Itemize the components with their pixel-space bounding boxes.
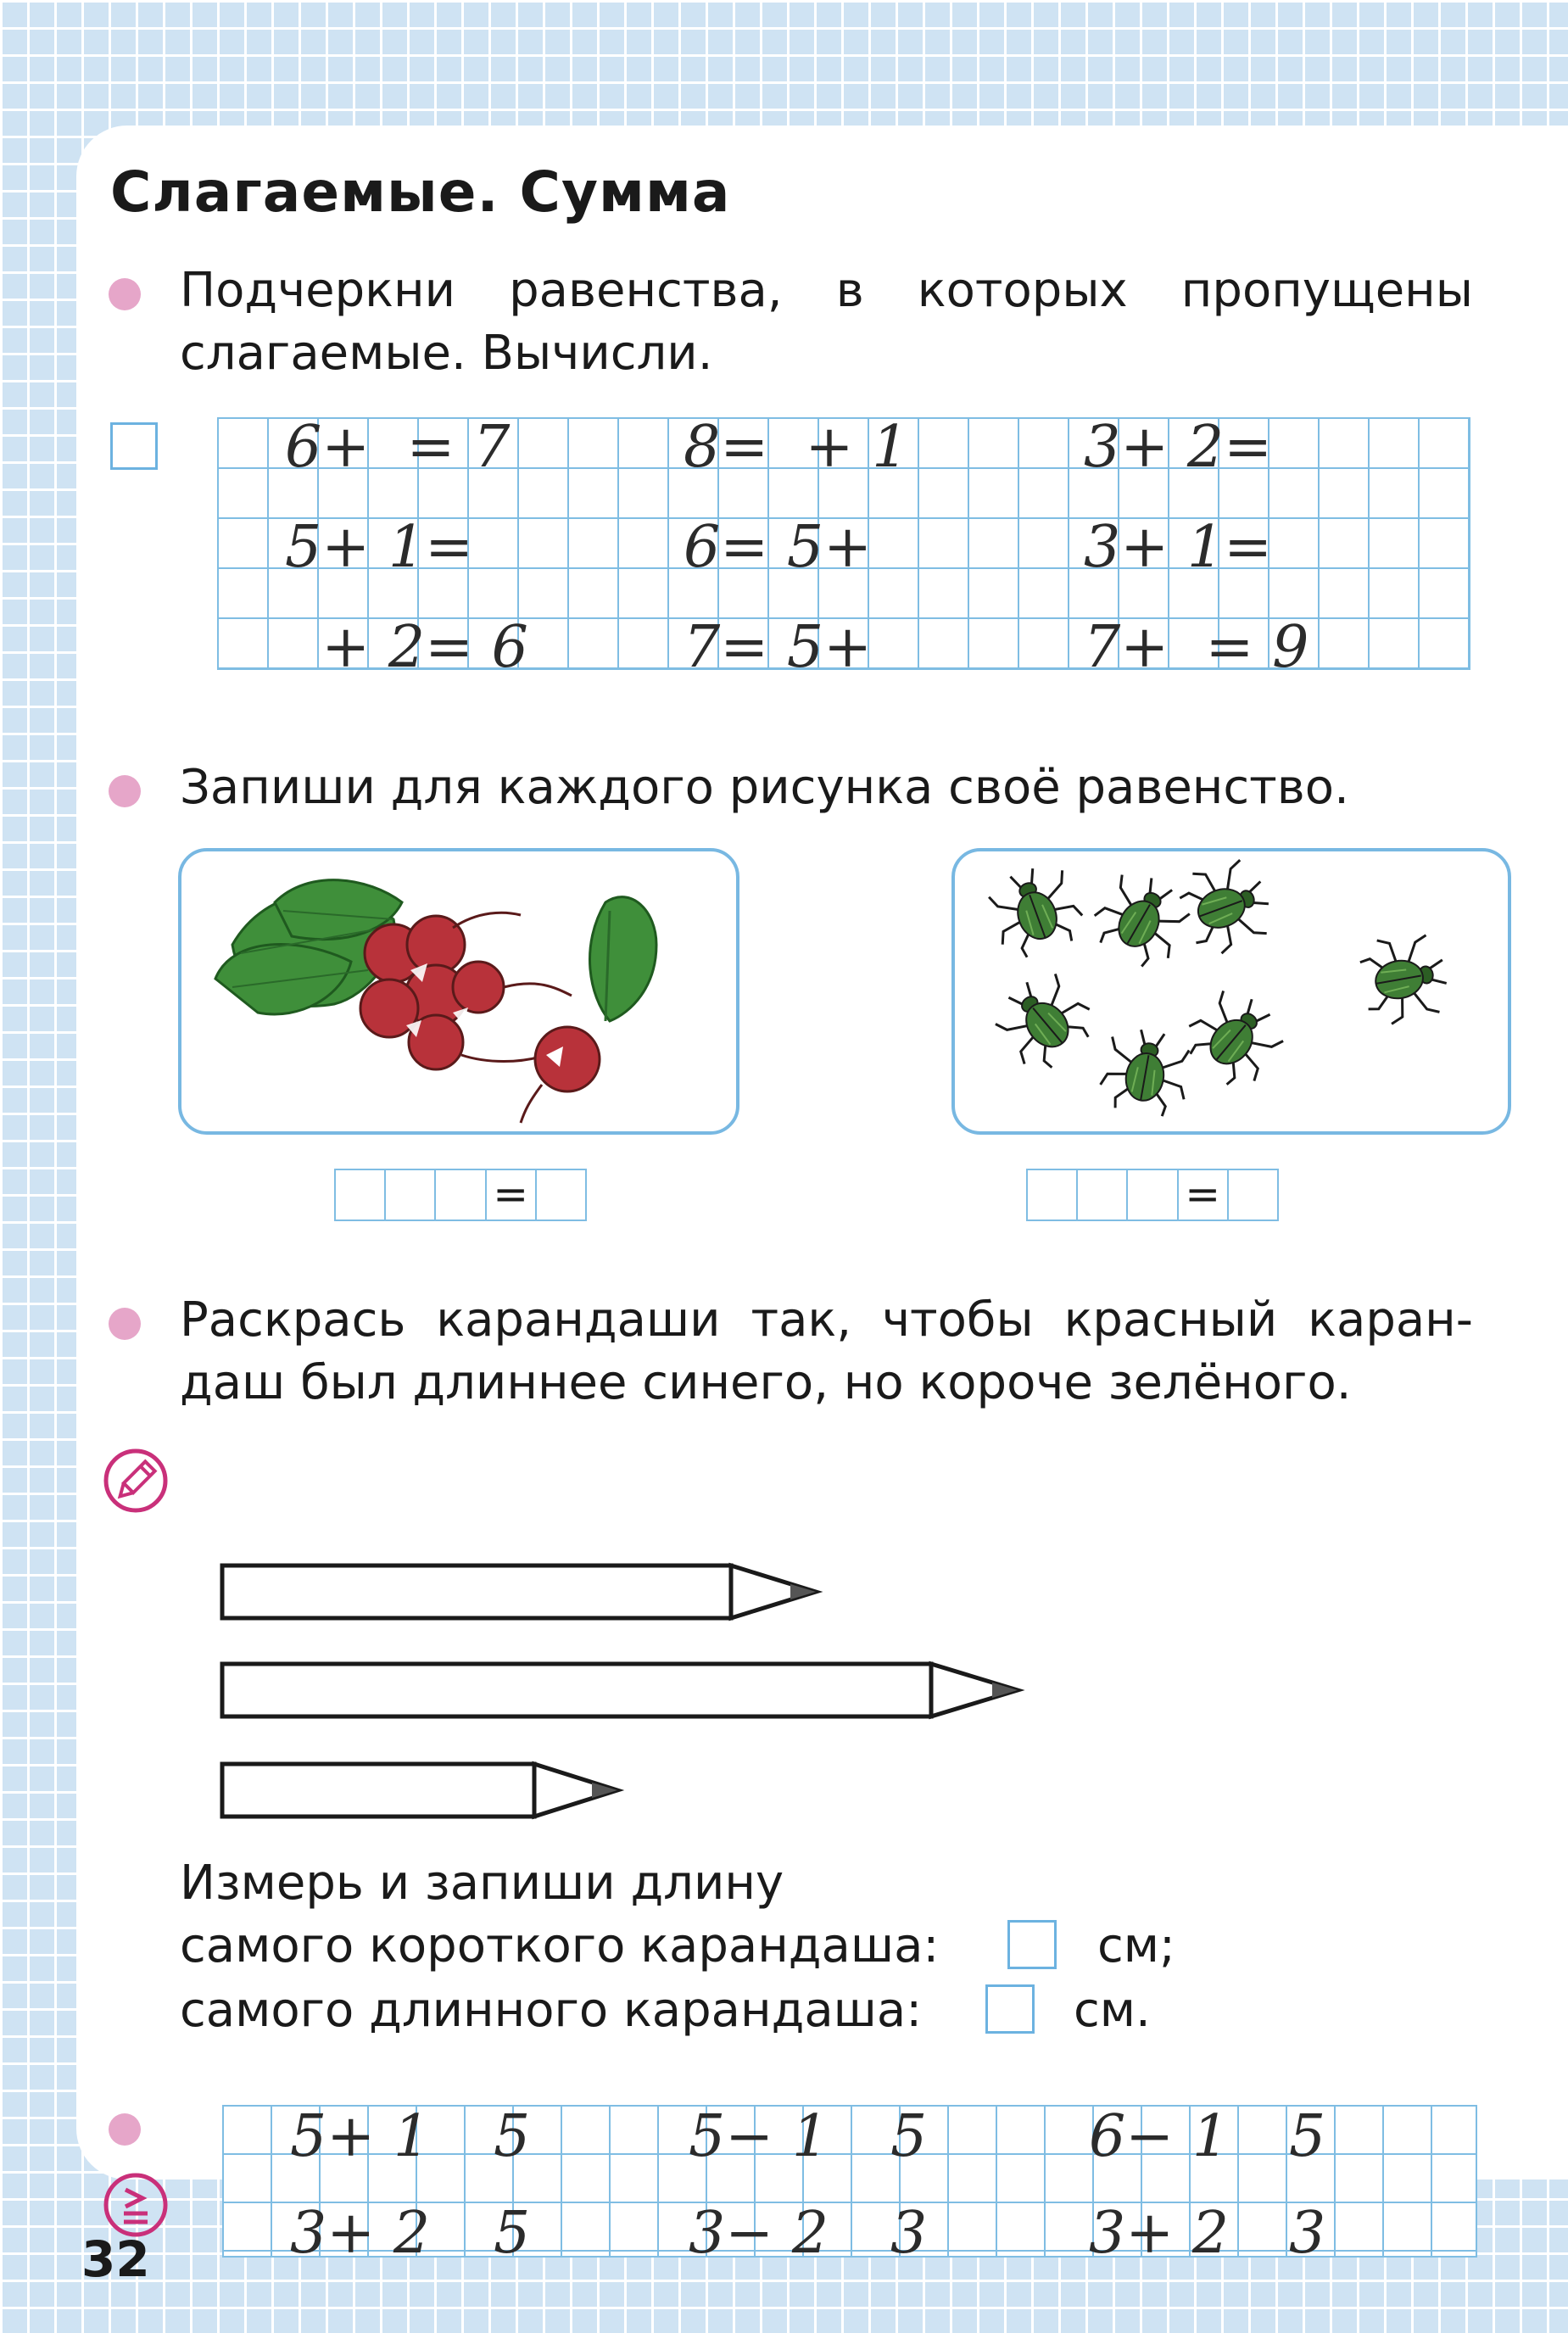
equals-sign: = [1179, 1170, 1229, 1220]
task4-expr: 3− 2 [689, 2200, 829, 2267]
task1-eq[interactable]: 7= 5+ [684, 614, 873, 681]
checkbox-square-icon[interactable] [110, 422, 158, 470]
task4-expr: 5− 1 [689, 2103, 829, 2170]
task3-bullet [109, 1308, 141, 1340]
task4-num: 5 [494, 2103, 531, 2170]
task1-eq[interactable]: 6= 5+ [684, 514, 873, 581]
task4-num: 5 [494, 2200, 531, 2267]
measure-line1: Измерь и запиши длину [180, 1856, 784, 1911]
radish-picture [178, 848, 739, 1135]
task3-line2: даш был длиннее синего, но короче зелёного. [180, 1355, 1352, 1410]
beetles-illustration [955, 851, 1508, 1131]
beetles-picture [951, 848, 1511, 1135]
task3-text [180, 1289, 1473, 1415]
compare-icon [102, 2171, 170, 2239]
task1-line2: слагаемые. Вычисли. [180, 326, 713, 381]
task4-bullet [109, 2113, 141, 2146]
task1-eq[interactable]: 8= + 1 [684, 414, 909, 481]
task2-text: Запиши для каждого рисунка своё равенство. [180, 760, 1349, 815]
task1-line1: Подчеркни равенства, в которых пропущены [180, 263, 1473, 318]
answer-cell[interactable] [336, 1170, 386, 1220]
long-length-box[interactable] [985, 1984, 1035, 2034]
task1-bullet [109, 278, 141, 310]
radish-illustration [181, 851, 736, 1131]
unit-cm-1: см; [1097, 1918, 1175, 1973]
answer-cell[interactable] [386, 1170, 436, 1220]
measure-line3: самого длинного карандаша: [180, 1983, 923, 2038]
task4-expr: 3+ 2 [1089, 2200, 1230, 2267]
task1-eq[interactable]: + 2= 6 [285, 614, 528, 681]
page-number: 32 [81, 2230, 150, 2288]
pencil-medium[interactable] [222, 1566, 816, 1618]
task1-eq[interactable]: 3+ 1= [1084, 514, 1273, 581]
pencil-icon [102, 1447, 170, 1515]
task1-eq[interactable]: 3+ 2= [1084, 414, 1273, 481]
answer-cell[interactable] [1229, 1170, 1277, 1220]
answer-cell[interactable] [537, 1170, 585, 1220]
answer-cell[interactable] [1028, 1170, 1078, 1220]
task4-expr: 5+ 1 [290, 2103, 431, 2170]
radish-answer-boxes[interactable] [334, 1169, 587, 1221]
workbook-page [76, 126, 1568, 2267]
task3-line1: Раскрась карандаши так, чтобы красный каран- [180, 1292, 1473, 1348]
answer-cell[interactable] [436, 1170, 486, 1220]
task1-eq[interactable]: 5+ 1= [285, 514, 474, 581]
answer-cell[interactable] [1078, 1170, 1128, 1220]
task4-num: 5 [890, 2103, 928, 2170]
answer-cell[interactable] [1128, 1170, 1178, 1220]
task4-num: 3 [890, 2200, 928, 2267]
task1-text [180, 260, 1473, 385]
pencil-long[interactable] [222, 1664, 1018, 1716]
task2-bullet [109, 775, 141, 807]
task4-num: 3 [1289, 2200, 1326, 2267]
short-length-box[interactable] [1007, 1920, 1057, 1969]
task1-eq[interactable]: 6+ = 7 [285, 414, 511, 481]
compare-slot[interactable] [434, 2118, 472, 2156]
equals-sign: = [487, 1170, 537, 1220]
task4-expr: 3+ 2 [290, 2200, 431, 2267]
pencil-short[interactable] [222, 1764, 617, 1817]
task4-expr: 6− 1 [1089, 2103, 1230, 2170]
measure-line2: самого короткого карандаша: [180, 1918, 940, 1973]
pencils [212, 1432, 1297, 1822]
beetles-answer-boxes[interactable] [1026, 1169, 1279, 1221]
page-title: Слагаемые. Сумма [110, 159, 731, 225]
task4-num: 5 [1289, 2103, 1326, 2170]
task1-eq[interactable]: 7+ = 9 [1084, 614, 1309, 681]
unit-cm-2: см. [1074, 1983, 1151, 2038]
